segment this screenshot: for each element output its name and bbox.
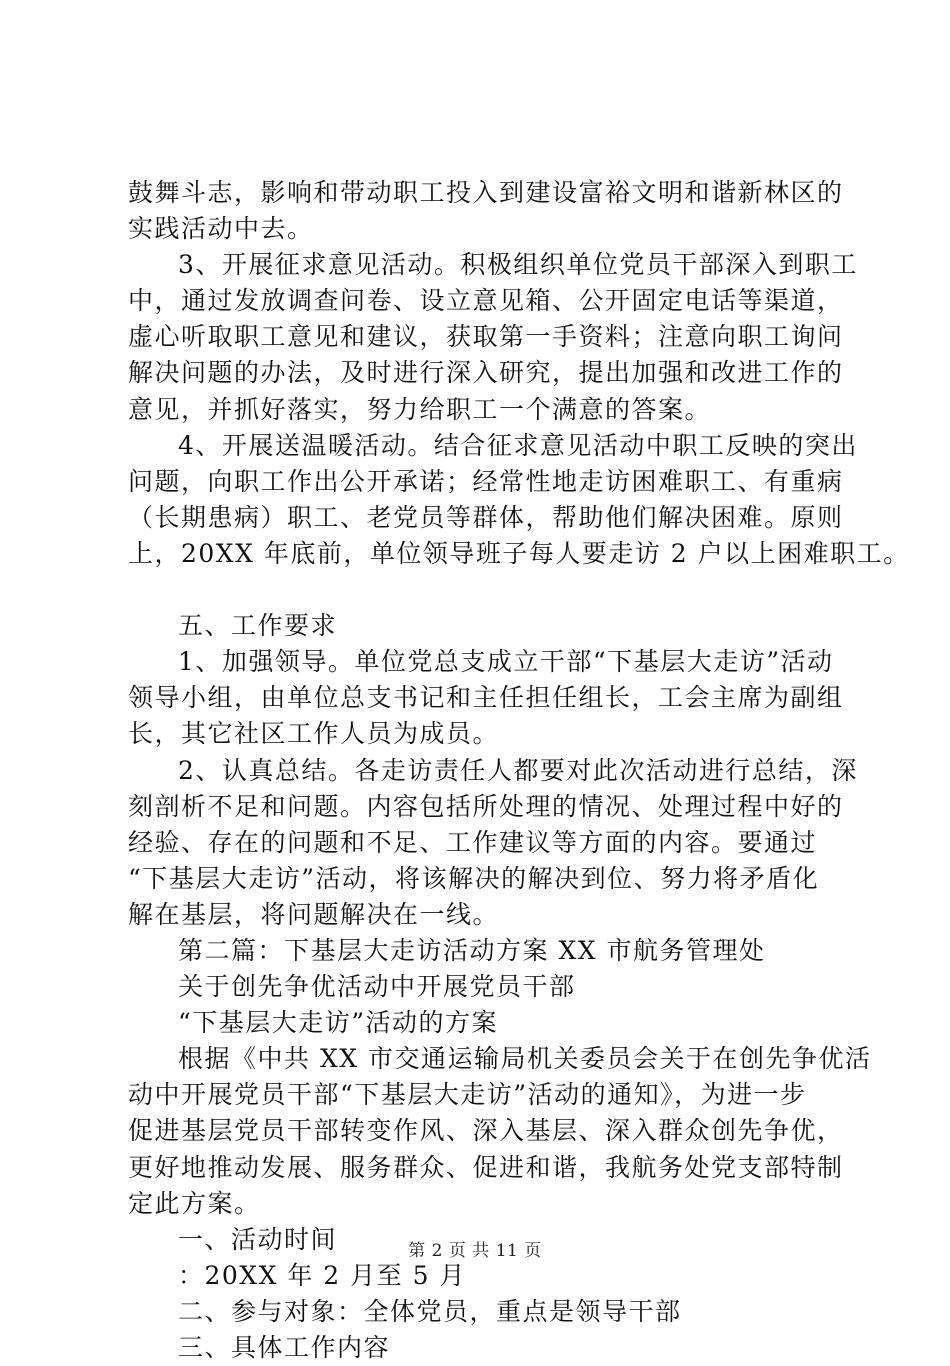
text-line: 动中开展党员干部“下基层大走访”活动的通知》，为进一步	[128, 1080, 807, 1110]
paragraph-heading-3: 3、开展征求意见活动。积极组织单位党员干部深入到职工	[178, 250, 858, 280]
section-heading-time: 一、活动时间	[178, 1224, 338, 1254]
blank-line	[128, 572, 888, 608]
section-heading-content: 三、具体工作内容	[178, 1333, 391, 1362]
text-line: ：20XX 年 2 月至 5 月	[178, 1260, 466, 1290]
text-line: “下基层大走访”活动，将该解决的解决到位、努力将矛盾化	[128, 863, 820, 893]
text-line: 实践活动中去。	[128, 214, 314, 244]
text-line: 1、加强领导。单位党总支成立干部“下基层大走访”活动	[178, 647, 834, 677]
text-line: 促进基层党员干部转变作风、深入基层、深入群众创先争优，	[128, 1116, 844, 1146]
plan-title-line-2: “下基层大走访”活动的方案	[178, 1008, 499, 1038]
paragraph-heading-4: 4、开展送温暖活动。结合征求意见活动中职工反映的突出	[178, 430, 858, 460]
text-line: 上，20XX 年底前，单位领导班子每人要走访 2 户以上困难职工。	[128, 538, 910, 568]
document-body	[128, 175, 910, 1366]
text-line: 定此方案。	[128, 1188, 261, 1218]
text-line: 解在基层，将问题解决在一线。	[128, 899, 500, 929]
plan-title-line-1: 关于创先争优活动中开展党员干部	[178, 972, 576, 1002]
text-line: 更好地推动发展、服务群众、促进和谐，我航务处党支部特制	[128, 1152, 844, 1182]
text-line: 中，通过发放调查问卷、设立意见箱、公开固定电话等渠道，	[128, 286, 844, 316]
text-line: 领导小组，由单位总支书记和主任担任组长，工会主席为副组	[128, 683, 844, 713]
section-heading-requirements: 五、工作要求	[178, 611, 338, 641]
text-line: 长，其它社区工作人员为成员。	[128, 719, 500, 749]
text-line: 鼓舞斗志，影响和带动职工投入到建设富裕文明和谐新林区的	[128, 178, 844, 207]
text-line: 根据《中共 XX 市交通运输局机关委员会关于在创先争优活	[178, 1044, 872, 1074]
text-line: 虚心听取职工意见和建议，获取第一手资料；注意向职工询问	[128, 322, 844, 352]
chapter-title: 第二篇：下基层大走访活动方案 XX 市航务管理处	[178, 935, 766, 965]
text-line: 解决问题的办法，及时进行深入研究，提出加强和改进工作的	[128, 358, 844, 388]
text-line: 2、认真总结。各走访责任人都要对此次活动进行总结，深	[178, 755, 858, 785]
text-line: 经验、存在的问题和不足、工作建议等方面的内容。要通过	[128, 827, 818, 857]
text-line: （长期患病）职工、老党员等群体，帮助他们解决困难。原则	[128, 502, 844, 532]
text-line: 问题，向职工作出公开承诺；经常性地走访困难职工、有重病	[128, 466, 844, 496]
text-line: 刻剖析不足和问题。内容包括所处理的情况、处理过程中好的	[128, 791, 844, 821]
page-number: 第 2 页 共 11 页	[408, 1241, 542, 1261]
text-line: 意见，并抓好落实，努力给职工一个满意的答案。	[128, 394, 712, 424]
section-heading-participants: 二、参与对象：全体党员，重点是领导干部	[178, 1296, 682, 1326]
